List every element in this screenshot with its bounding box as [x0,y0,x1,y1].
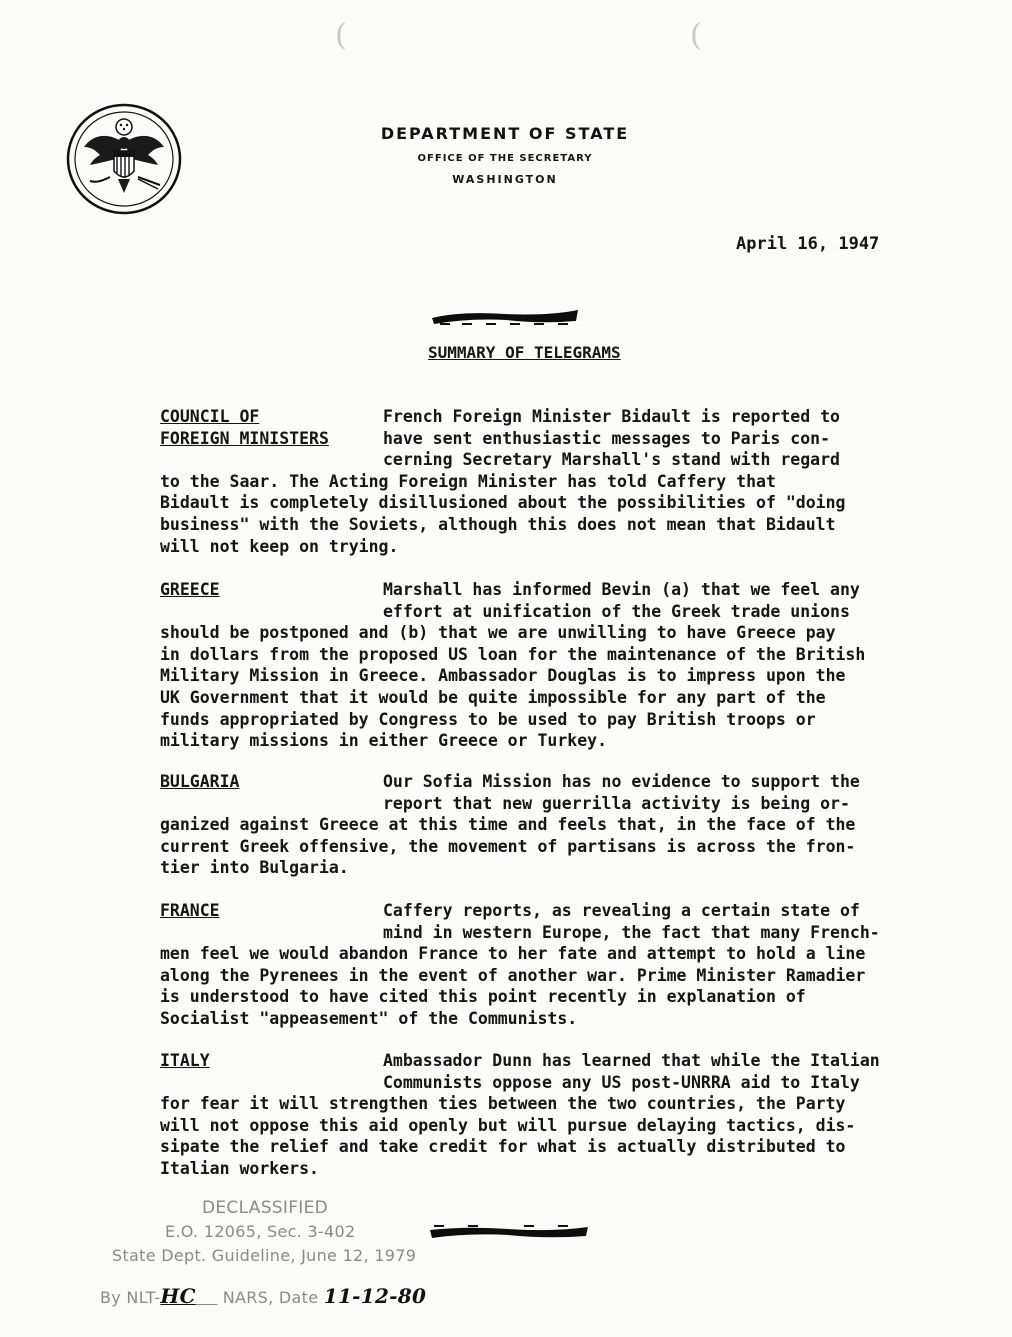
section-line: Our Sofia Mission has no evidence to support the [383,772,860,791]
section-line: current Greek offensive, the movement of partisans is across the fron- [160,836,856,856]
section-line: have sent enthusiastic messages to Paris con- [383,428,831,448]
section-italy [160,1050,920,1180]
section-line: UK Government that it would be quite impossible for any part of the [160,687,826,707]
section-line: should be postponed and (b) that we are unwilling to have Greece pay [160,623,836,643]
section-line: Bidault is completely disillusioned about the possibilities of "doing [160,493,846,513]
section-line: Caffery reports, as revealing a certain state of [383,901,860,920]
section-line: Ambassador Dunn has learned that while the Italian [383,1051,880,1070]
department-seal-icon [66,103,182,215]
city-name: WASHINGTON [452,173,558,186]
guideline-reference: State Dept. Guideline, June 12, 1979 [112,1246,417,1265]
department-name: DEPARTMENT OF STATE [380,124,630,143]
section-council-of-foreign-ministers [160,406,920,557]
nars-label: NARS, Date [217,1288,324,1307]
executive-order-reference: E.O. 12065, Sec. 3-402 [165,1222,356,1241]
section-line: cerning Secretary Marshall's stand with regard [383,450,840,470]
by-prefix: By NLT- [100,1288,161,1307]
section-label: BULGARIA [160,772,240,791]
section-bulgaria [160,771,920,879]
section-line: sipate the relief and take credit for what is actually distributed to [160,1137,846,1157]
scan-artifact: ( [690,18,702,53]
section-line: military missions in either Greece or Turkey. [160,731,608,751]
section-line: Marshall has informed Bevin (a) that we feel any [383,580,860,599]
section-line: to the Saar. The Acting Foreign Minister has told Caffery that [160,471,776,491]
summary-title: SUMMARY OF TELEGRAMS [428,343,621,362]
section-label: GREECE [160,580,220,599]
redacted-classification-top [430,305,580,327]
redacted-classification-bottom [428,1222,590,1242]
section-line: tier into Bulgaria. [160,858,349,878]
section-label: FRANCE [160,901,220,920]
handwritten-initials: HC [160,1284,196,1308]
section-line: Communists oppose any US post-UNRRA aid to Italy [383,1072,860,1092]
section-label: COUNCIL OF FOREIGN MINISTERS [160,407,329,448]
scan-artifact: ( [335,18,347,53]
handwritten-date: 11-12-80 [323,1284,427,1308]
section-line: Italian workers. [160,1158,319,1178]
section-line: Military Mission in Greece. Ambassador Douglas is to impress upon the [160,666,846,686]
office-name: OFFICE OF THE SECRETARY [417,153,593,164]
section-line: French Foreign Minister Bidault is reported to [383,407,840,426]
section-line: report that new guerrilla activity is being or- [383,793,850,813]
section-line: business" with the Soviets, although this does not mean that Bidault [160,514,836,534]
section-france [160,900,920,1030]
section-greece [160,579,920,752]
document-date: April 16, 1947 [736,234,880,254]
authorization-line [100,1284,426,1308]
section-line: along the Pyrenees in the event of another war. Prime Minister Ramadier [160,965,866,985]
section-line: for fear it will strengthen ties between the two countries, the Party [160,1094,846,1114]
declassified-label: DECLASSIFIED [202,1198,329,1218]
section-line: in dollars from the proposed US loan for the maintenance of the British [160,644,866,664]
section-line: Socialist "appeasement" of the Communists. [160,1008,578,1028]
section-line: funds appropriated by Congress to be used to pay British troops or [160,709,816,729]
section-line: mind in western Europe, the fact that many French- [383,922,880,942]
section-line: men feel we would abandon France to her fate and attempt to hold a line [160,944,866,964]
section-line: ganized against Greece at this time and feels that, in the face of the [160,815,856,835]
letterhead [330,124,680,186]
section-line: is understood to have cited this point recently in explanation of [160,987,806,1007]
section-label: ITALY [160,1051,210,1070]
section-line: will not oppose this aid openly but will pursue delaying tactics, dis- [160,1115,856,1135]
section-line: will not keep on trying. [160,536,399,556]
section-line: effort at unification of the Greek trade unions [383,601,850,621]
